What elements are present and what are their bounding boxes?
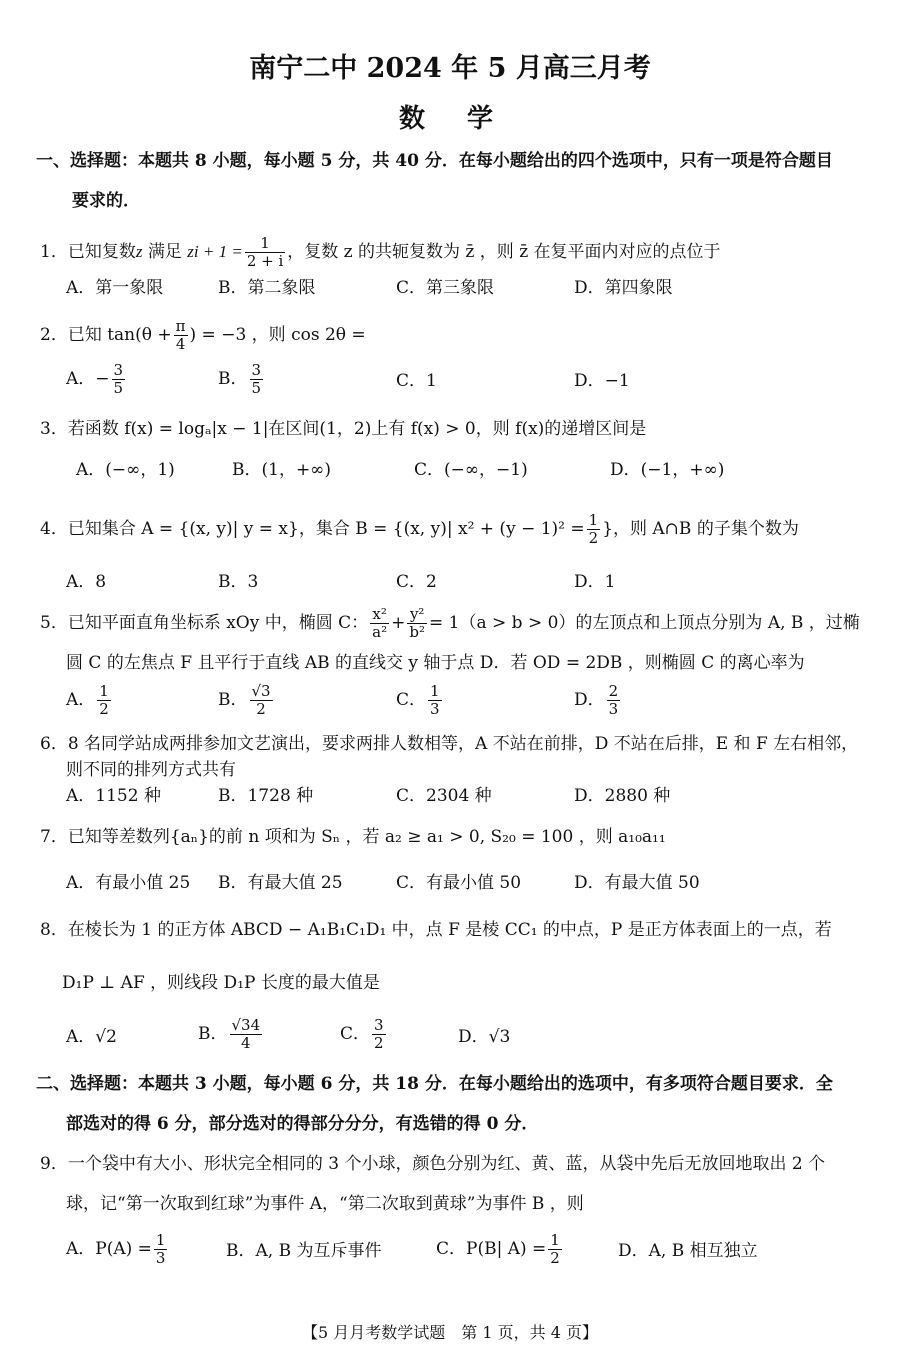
section2-heading: 二、选择题：本题共 3 小题，每小题 6 分，共 18 分．在每小题给出的选项中，有多项符合题目要求．全 xyxy=(36,1074,833,1094)
section2-heading-cont: 部选对的得 6 分，部分选对的得部分分分，有选错的得 0 分． xyxy=(66,1114,539,1134)
q1-eq: zi + 1 = xyxy=(187,242,243,261)
q2-option-c: C．1 xyxy=(396,371,437,391)
exam-title: 南宁二中 2024 年 5 月高三月考 xyxy=(249,53,651,84)
q8-c-num: 3 xyxy=(374,1016,384,1034)
q5-b-label: B． xyxy=(218,690,248,710)
q2-b-fraction xyxy=(250,362,264,397)
q5-plus: + xyxy=(391,613,406,633)
q3-option-b: B．(1，+∞) xyxy=(232,460,331,480)
q2-a-label: A．− xyxy=(66,369,110,389)
q5-fx-den: a² xyxy=(372,623,388,641)
question-8: 8．在棱长为 1 的正方体 ABCD − A₁B₁C₁D₁ 中，点 F 是棱 CC₁ 的中点，P 是正方体表面上的一点，若 xyxy=(40,920,832,940)
q5-option-c xyxy=(396,683,444,718)
q2-option-d: D．−1 xyxy=(574,371,630,391)
q8-option-c xyxy=(340,1017,388,1052)
q2-a-fraction xyxy=(112,362,126,397)
q5-b-num: √3 xyxy=(251,682,271,700)
q2-option-b xyxy=(218,362,265,397)
q9-a-fraction xyxy=(154,1232,168,1267)
q1-option-d: D．第四象限 xyxy=(574,278,673,298)
q6-option-d: D．2880 种 xyxy=(574,786,671,806)
q5-d-fraction xyxy=(607,683,621,718)
question-1 xyxy=(40,235,721,270)
q5-a-num: 1 xyxy=(99,682,109,700)
section1-heading: 一、选择题：本题共 8 小题，每小题 5 分，共 40 分．在每小题给出的四个选项中，只有一项是符合题目 xyxy=(36,151,833,171)
q1-option-b: B．第二象限 xyxy=(218,278,316,298)
page-footer: 【5 月月考数学试题 第 1 页，共 4 页】 xyxy=(302,1323,598,1342)
question-2 xyxy=(40,318,366,353)
q5-fy-den: b² xyxy=(409,623,426,641)
q9-option-d: D．A, B 相互独立 xyxy=(618,1241,758,1261)
q8-b-label: B． xyxy=(198,1024,228,1044)
q4-post: }，则 A∩B 的子集个数为 xyxy=(602,519,799,539)
q9-c-num: 1 xyxy=(550,1231,560,1249)
question-9-cont: 球，记“第一次取到红球”为事件 A，“第二次取到黄球”为事件 B ，则 xyxy=(66,1194,584,1214)
q6-option-b: B．1728 种 xyxy=(218,786,314,806)
q4-frac-num: 1 xyxy=(588,511,599,529)
q8-option-b xyxy=(198,1017,264,1052)
q5-d-label: D． xyxy=(574,690,605,710)
q1-option-c: C．第三象限 xyxy=(396,278,495,298)
q3-option-d: D．(−1，+∞) xyxy=(610,460,725,480)
q5-a-den: 2 xyxy=(99,700,109,718)
question-5 xyxy=(40,606,860,641)
q4-option-b: B．3 xyxy=(218,572,259,592)
q5-b-den: 2 xyxy=(256,700,266,718)
q1-frac-den: 2 + i xyxy=(246,252,284,270)
q5-d-num: 2 xyxy=(608,682,619,700)
q9-a-den: 3 xyxy=(155,1249,166,1267)
q5-a-fraction xyxy=(97,683,111,718)
q5-option-a xyxy=(66,683,113,718)
q5-option-d xyxy=(574,683,622,718)
q9-option-c xyxy=(436,1232,564,1267)
question-3: 3．若函数 f(x) = logₐ|x − 1|在区间(1，2)上有 f(x) > 0，则 f(x)的递增区间是 xyxy=(40,419,647,439)
q9-c-fraction xyxy=(548,1232,562,1267)
q2-frac-num: π xyxy=(175,317,186,335)
q2-pre: 2．已知 tan(θ + xyxy=(40,325,172,345)
question-8-cont: D₁P ⊥ AF ，则线段 D₁P 长度的最大值是 xyxy=(62,973,380,993)
q8-option-a: A．√2 xyxy=(66,1027,117,1047)
q6-option-a: A．1152 种 xyxy=(66,786,161,806)
q1-option-a: A．第一象限 xyxy=(66,278,164,298)
q1-z: z xyxy=(135,242,143,261)
q8-b-den: 4 xyxy=(241,1034,251,1052)
q4-option-d: D．1 xyxy=(574,572,616,592)
q1-frac-num: 1 xyxy=(245,235,285,253)
q9-c-den: 2 xyxy=(550,1249,560,1267)
q2-b-den: 5 xyxy=(251,379,262,397)
q1-pre: 1．已知复数 xyxy=(40,242,136,262)
q2-b-num: 3 xyxy=(251,361,262,379)
q5-c-label: C． xyxy=(396,690,427,710)
q8-b-fraction xyxy=(230,1017,263,1052)
q5-fy-num: y² xyxy=(407,606,427,624)
q4-fraction xyxy=(587,512,601,547)
q5-c-num: 1 xyxy=(430,682,440,700)
q9-option-a xyxy=(66,1232,169,1267)
q1-fraction xyxy=(245,235,285,270)
q5-c-den: 3 xyxy=(430,700,440,718)
question-6-cont: 则不同的排列方式共有 xyxy=(66,760,236,780)
q4-option-c: C．2 xyxy=(396,572,437,592)
q9-a-label: A．P(A) = xyxy=(66,1239,152,1259)
q5-c-fraction xyxy=(428,683,442,718)
q8-c-fraction xyxy=(372,1017,386,1052)
q2-fraction xyxy=(174,318,188,353)
q9-c-label: C．P(B| A) = xyxy=(436,1239,547,1259)
subject-title: 数 学 xyxy=(398,104,502,134)
question-6: 6．8 名同学站成两排参加文艺演出，要求两排人数相等，A 不站在前排，D 不站在后排，E 和 F 左右相邻， xyxy=(40,734,859,754)
q7-option-a: A．有最小值 25 xyxy=(66,873,191,893)
q5-fx-num: x² xyxy=(370,606,389,624)
q6-option-c: C．2304 种 xyxy=(396,786,492,806)
q8-c-label: C． xyxy=(340,1024,371,1044)
q2-b-label: B． xyxy=(218,369,248,389)
question-9: 9．一个袋中有大小、形状完全相同的 3 个小球，颜色分别为红、黄、蓝，从袋中先后无放回地取出 2 个 xyxy=(40,1154,826,1174)
q4-pre: 4．已知集合 A = {(x, y)| y = x}，集合 B = {(x, y)| x² + (y − 1)² = xyxy=(40,519,585,539)
q1-mid: 满足 xyxy=(142,242,188,262)
question-4 xyxy=(40,512,799,547)
q5-pre: 5．已知平面直角坐标系 xOy 中，椭圆 C： xyxy=(40,613,369,633)
q5-frac-y xyxy=(407,606,427,641)
q5-a-label: A． xyxy=(66,690,96,710)
q7-option-d: D．有最大值 50 xyxy=(574,873,700,893)
section1-heading-cont: 要求的． xyxy=(72,191,140,211)
q1-post: ，复数 z 的共轭复数为 z̄ ，则 z̄ 在复平面内对应的点位于 xyxy=(287,242,721,262)
q9-option-b: B．A, B 为互斥事件 xyxy=(226,1241,382,1261)
q3-option-a: A．(−∞，1) xyxy=(76,460,175,480)
q4-frac-den: 2 xyxy=(588,529,599,547)
q2-a-num: 3 xyxy=(113,361,124,379)
q5-option-b xyxy=(218,683,275,718)
question-7: 7．已知等差数列{aₙ}的前 n 项和为 Sₙ ，若 a₂ ≥ a₁ > 0, S₂₀ = 100 ，则 a₁₀a₁₁ xyxy=(40,827,666,847)
q2-a-den: 5 xyxy=(113,379,124,397)
q2-option-a xyxy=(66,362,127,397)
q5-b-fraction xyxy=(250,683,273,718)
q7-option-c: C．有最小值 50 xyxy=(396,873,522,893)
q5-d-den: 3 xyxy=(608,700,619,718)
q3-option-c: C．(−∞，−1) xyxy=(414,460,528,480)
q8-c-den: 2 xyxy=(374,1034,384,1052)
q2-post: ) = −3 ，则 cos 2θ = xyxy=(189,325,366,345)
q5-post: = 1（a > b > 0）的左顶点和上顶点分别为 A, B ，过椭 xyxy=(429,613,860,633)
q8-option-d: D．√3 xyxy=(458,1027,511,1047)
q5-frac-x xyxy=(370,606,389,641)
q7-option-b: B．有最大值 25 xyxy=(218,873,343,893)
q4-option-a: A．8 xyxy=(66,572,107,592)
q9-a-num: 1 xyxy=(155,1231,166,1249)
q2-frac-den: 4 xyxy=(175,335,186,353)
q8-b-num: √34 xyxy=(231,1016,261,1034)
question-5-cont: 圆 C 的左焦点 F 且平行于直线 AB 的直线交 y 轴于点 D．若 OD = 2DB ，则椭圆 C 的离心率为 xyxy=(66,653,805,673)
